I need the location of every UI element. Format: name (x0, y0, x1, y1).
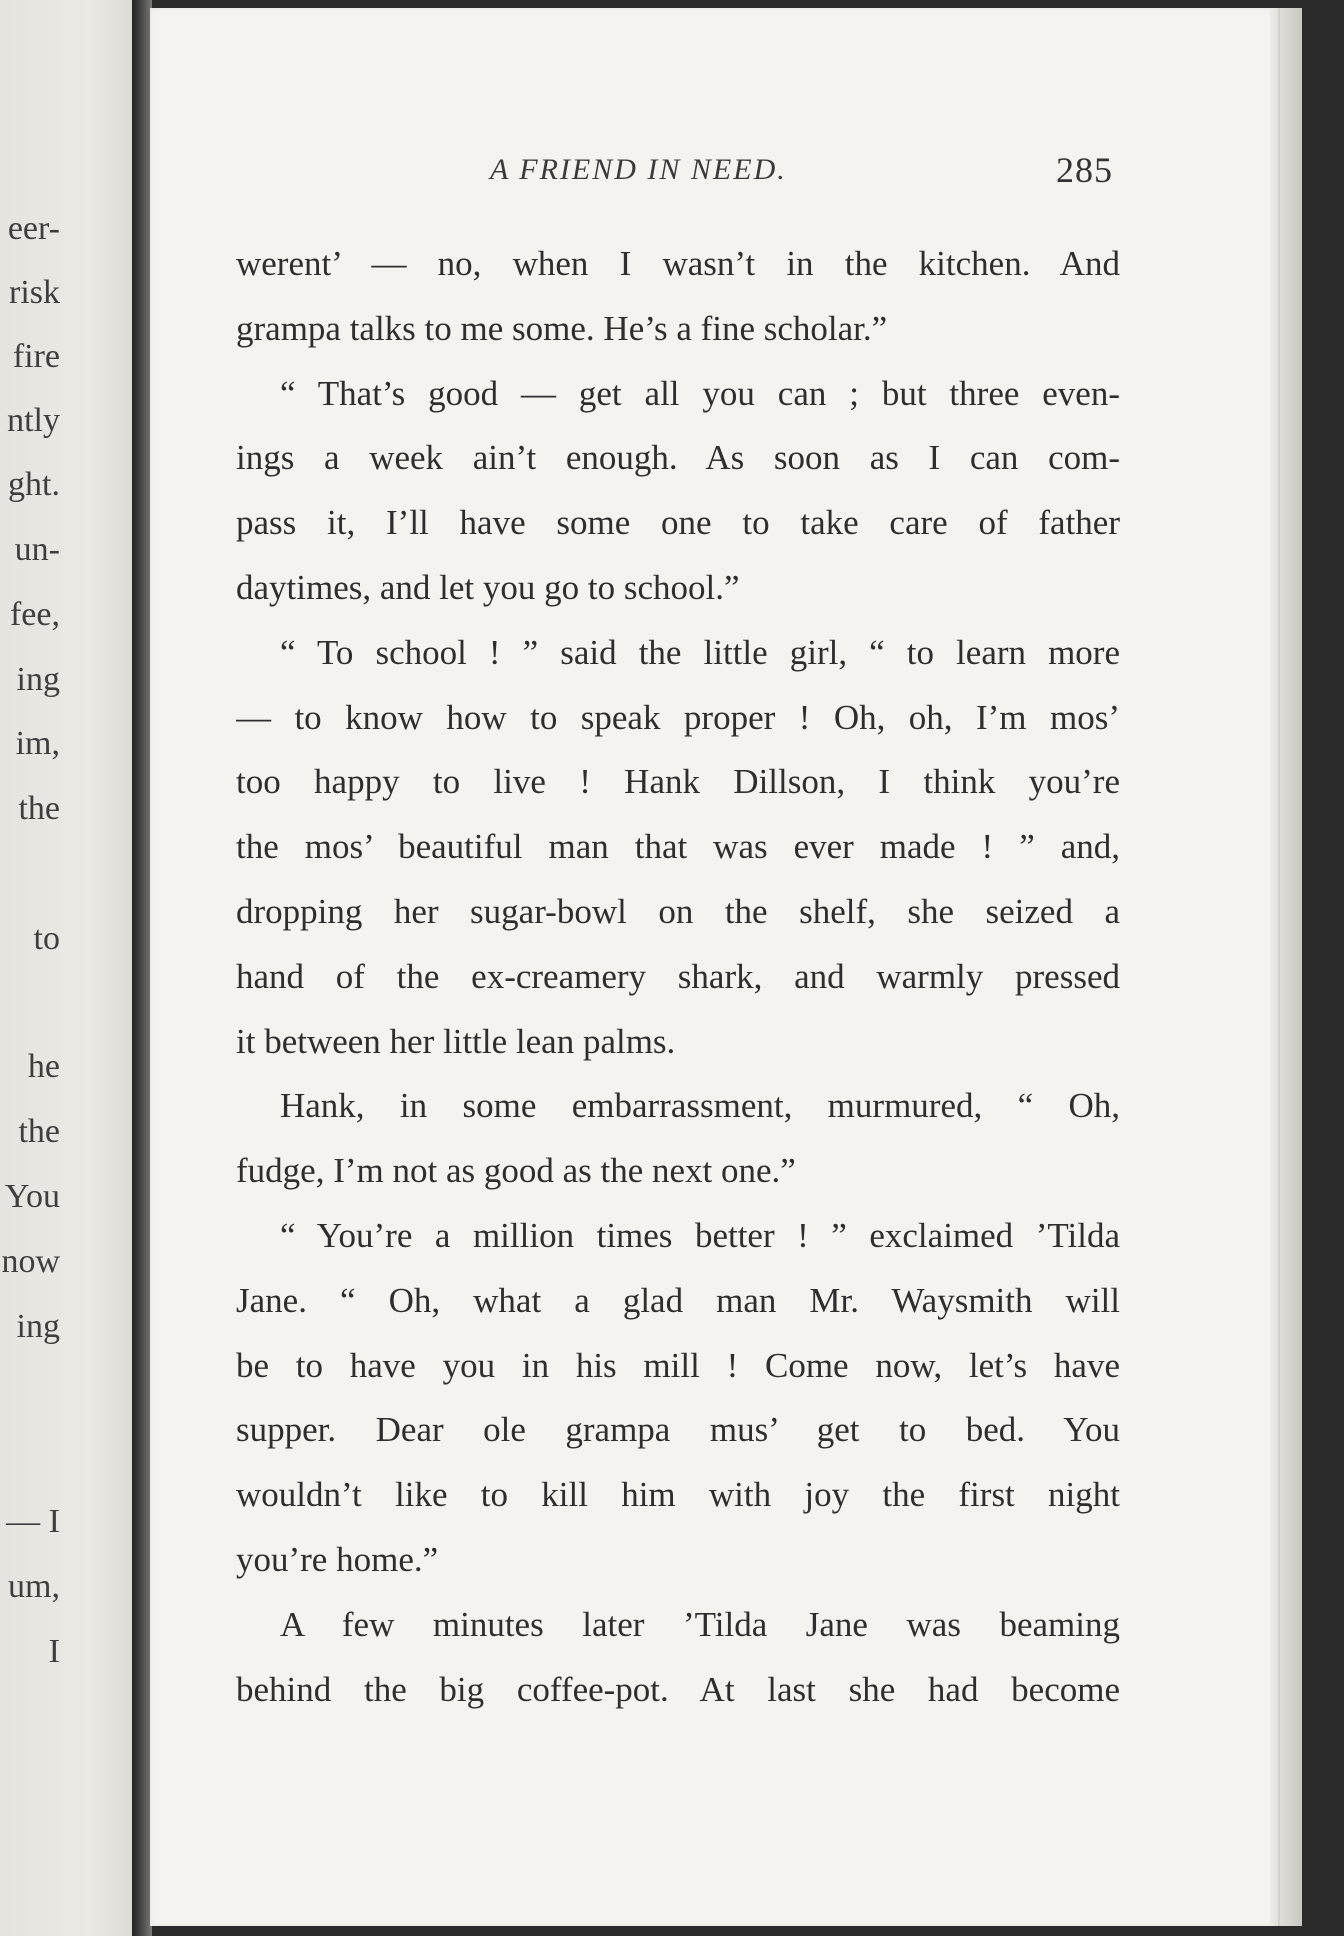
left-page-line: un- (14, 531, 60, 568)
text-line: ings a week ain’t enough. As soon as I can com- (236, 438, 1120, 478)
left-page-line: fee, (9, 596, 60, 633)
page-number: 285 (1056, 150, 1113, 190)
left-page-line: ght. (8, 466, 60, 503)
left-page-line: ing (16, 661, 60, 698)
left-page-line: to (33, 920, 60, 957)
text-line: “ To school ! ” said the little girl, “ to learn more (280, 632, 1120, 672)
text-line: hand of the ex-creamery shark, and warmly pressed (236, 956, 1120, 996)
text-line: Jane. “ Oh, what a glad man Mr. Waysmith will (236, 1280, 1120, 1320)
left-page-line: um, (8, 1568, 60, 1605)
left-page-line: — I (6, 1503, 60, 1540)
book-gutter (132, 0, 152, 1936)
text-line: werent’ — no, when I wasn’t in the kitchen. And (236, 244, 1120, 283)
text-line: supper. Dear ole grampa mus’ get to bed. You (236, 1410, 1120, 1450)
text-line: Hank, in some embarrassment, murmured, “ Oh, (280, 1086, 1120, 1126)
right-page (150, 8, 1302, 1926)
left-page-line: now (1, 1243, 60, 1280)
left-page-line: ntly (7, 402, 60, 439)
left-page-fragment (0, 0, 132, 1936)
text-line: you’re home.” (236, 1539, 439, 1579)
text-line: “ You’re a million times better ! ” exclaimed ’Tilda (280, 1215, 1120, 1255)
text-line: fudge, I’m not as good as the next one.” (236, 1151, 796, 1191)
left-page-line: I (48, 1633, 60, 1670)
text-line: — to know how to speak proper ! Oh, oh, I’m mos’ (236, 697, 1120, 737)
text-line: grampa talks to me some. He’s a fine scholar.” (236, 308, 888, 348)
text-line: pass it, I’ll have some one to take care of father (236, 503, 1120, 543)
body-text (236, 232, 1120, 1722)
text-line: A few minutes later ’Tilda Jane was beaming (280, 1604, 1120, 1644)
left-page-line: the (18, 790, 60, 827)
left-page-line: eer- (7, 210, 60, 247)
left-page-line: im, (15, 725, 60, 762)
text-line: it between her little lean palms. (236, 1021, 676, 1061)
left-page-line: ing (16, 1308, 60, 1345)
running-head (150, 150, 1302, 203)
text-line: too happy to live ! Hank Dillson, I think you’re (236, 762, 1120, 802)
left-page-line: fire (12, 338, 60, 375)
text-line: be to have you in his mill ! Come now, let’s have (236, 1345, 1120, 1385)
left-page-line: he (27, 1048, 60, 1085)
page-edge (1270, 8, 1302, 1926)
left-page-line: You (4, 1178, 60, 1215)
text-line: behind the big coffee-pot. At last she had become (236, 1669, 1120, 1709)
left-page-line: risk (9, 274, 60, 311)
text-line: wouldn’t like to kill him with joy the first night (236, 1475, 1120, 1515)
left-page-line: the (18, 1113, 60, 1150)
text-line: daytimes, and let you go to school.” (236, 567, 740, 607)
running-head-title: A FRIEND IN NEED. (490, 153, 787, 186)
text-line: dropping her sugar-bowl on the shelf, she seized a (236, 891, 1120, 931)
text-line: the mos’ beautiful man that was ever made ! ” and, (236, 827, 1120, 867)
text-line: “ That’s good — get all you can ; but three even- (280, 373, 1120, 413)
